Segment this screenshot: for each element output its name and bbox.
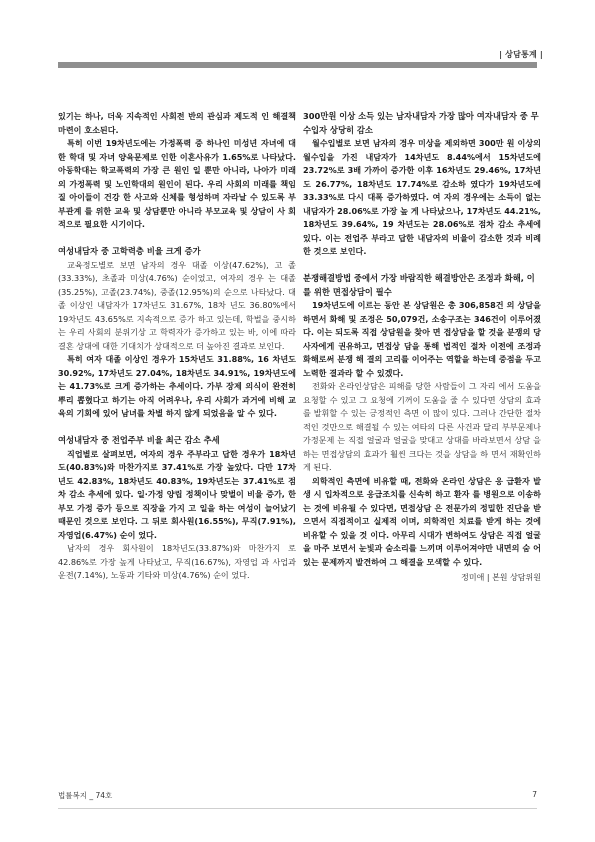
author-credit: 정미애 | 본원 상담위원 xyxy=(461,573,541,582)
section-label: | 상담통계 | xyxy=(499,50,543,59)
education-paragraph-1: 교육정도별로 보면 남자의 경우 대졸 이상(47.62%), 고 졸(33.33%), 초졸과 미상(4.76%) 순이었고, 여자의 경우 는 대졸(35.25%), 고졸(23.74%), 중졸(12.95%)의 순으로 나타났다. 대졸 이상인 내담자가 17차년도 31.67%, 18차 년도 36.80%에서 19차년도 43.65%로 지속적으로 증가 하고 있는데, 학벌을 중시하는 우리 사회의 분위기상 고 학력자가 증가하고 있는 바, 이에 따라 결혼 상대에 대한 기대치가 상대적으로 더 높아진 결과로 보인다. xyxy=(58,259,296,351)
intro-paragraph-1: 있기는 하나, 더욱 지속적인 사회전 반의 관심과 제도적 인 해결책 마련이 호소된다. xyxy=(58,111,296,135)
section-heading-resolution: 분쟁해결방법 중에서 가장 바람직한 해결방안은 조정과 화해, 이를 위한 면접상담이 필수 xyxy=(303,273,535,297)
occupation-paragraph-1: 직업별로 살펴보면, 여자의 경우 주부라고 답한 경우가 18차년도(40.83%)와 마찬가지로 37.41%로 가장 높았다. 다만 17차년도 42.83%, 18차년도 40.83%, 19차년도는 37.41%로 점차 감소 추세에 있다. 일·가정 양립 정책이나 맞벌이 비율 증가, 한부모 가정 증가 등으로 직장을 가지 고 일을 하는 여성이 늘어났기 때문인 것으로 보인다. 그 뒤로 회사원(16.55%), 무직(7.91%), 자영업(6.47%) 순이 었다. xyxy=(58,448,296,540)
footer-publication: 법률복지 _ 74호 xyxy=(58,791,113,800)
right-column xyxy=(303,110,541,585)
page-number: 7 xyxy=(532,790,537,799)
resolution-paragraph-3: 의학적인 측면에 비유할 때, 전화와 온라인 상담은 응 급환자 발생 시 입차적으로 응급조치를 신속히 하고 환자 를 병원으로 이송하는 것에 비유될 수 있다면, 면접상담 은 전문가의 정밀한 진단을 받으면서 직접적이고 실제적 이며, 의학적인 치료를 받게 하는 것에 비유할 수 있을 것 이다. 아무리 시대가 변하여도 상담은 직접 얼굴을 마주 보면서 눈빛과 숨소리를 느끼며 이루어져야만 내면의 숨 어있는 문제까지 발견하여 그 해결을 모색할 수 있다. xyxy=(303,475,541,567)
section-heading-income: 300만원 이상 소득 있는 남자내담자 가장 많아 여자내담자 중 무수입자 상당히 감소 xyxy=(303,111,539,135)
header-bar xyxy=(58,62,537,68)
left-column xyxy=(58,110,296,583)
income-paragraph-1: 월수입별로 보면 남자의 경우 미상을 제외하면 300만 원 이상의 월수입을 가진 내담자가 14차년도 8.44%에서 15차년도에 23.72%로 3배 가까이 증가한 이후 16차년도 29.46%, 17차년도 26.77%, 18차년도 17.74%로 감소하 였다가 19차년도에 33.33%로 다시 대폭 증가하였다. 여 자의 경우에는 소득이 없는 내담자가 28.06%로 가장 높 게 나타났으나, 17차년도 44.21%, 18차년도 39.64%, 19 차년도는 28.06%로 점차 감소 추세에 있다. 이는 전업주 부라고 답한 내담자의 비율이 감소한 것과 비례한 것으로 보인다. xyxy=(303,138,541,256)
education-paragraph-2: 특히 여자 대졸 이상인 경우가 15차년도 31.88%, 16 차년도 30.92%, 17차년도 27.04%, 18차년도 34.91%, 19차년도에는 41.73%로 크게 증가하는 추세이다. 가부 장제 의식이 완전히 뿌리 뽑혔다고 하기는 아직 어려우나, 우리 사회가 과거에 비해 교육의 기회에 있어 남녀를 차별 하지 않게 되었음을 알 수 있다. xyxy=(58,354,296,418)
section-heading-occupation: 여성내담자 중 전업주부 비율 최근 감소 추세 xyxy=(58,435,220,445)
occupation-paragraph-2: 남자의 경우 회사원이 18차년도(33.87%)와 마찬가지 로 42.86%로 가장 높게 나타났고, 무직(16.67%), 자영업 과 사업과 운전(7.14%), 노동과 기타와 미상(4.76%) 순이 었다. xyxy=(58,543,296,580)
footer-divider xyxy=(58,808,537,809)
section-heading-education: 여성내담자 중 고학력층 비율 크게 증가 xyxy=(58,246,201,256)
resolution-paragraph-2: 전화와 온라인상담은 피해를 당한 사람들이 그 자리 에서 도움을 요청할 수 있고 그 요청에 기꺼이 도움을 줄 수 있다면 상담의 효과를 발휘할 수 있는 긍정적인 측면 이 많이 있다. 그러나 간단한 절차적인 것만으로 해결될 수 있는 여타의 다른 사건과 달리 부부문제나 가정문제 는 직접 얼굴과 얼굴을 맞대고 상대를 바라보면서 상담 을 하는 면접상담의 효과가 훨씬 크다는 것을 상담을 하 면서 재확인하게 된다. xyxy=(303,381,541,472)
resolution-paragraph-1: 19차년도에 이르는 동안 본 상담원은 총 306,858건 의 상담을 하면서 화해 및 조정은 50,079건, 소송구조는 346건이 이루어졌다. 이는 되도록 직접 상담원을 찾아 면 접상담을 할 것을 분쟁의 당사자에게 권유하고, 면접상 담을 통해 법적인 절차 이전에 조정과 화해로써 분쟁 해 결의 고리를 이어주는 역할을 하는데 중점을 두고 노력한 결과라 할 수 있겠다. xyxy=(303,300,541,378)
intro-paragraph-2: 특히 이번 19차년도에는 가정폭력 중 하나인 미성년 자녀에 대한 학대 및 자녀 양육문제로 인한 이혼사유가 1.65%로 나타났다. 아동학대는 학교폭력의 가장 큰 원인 일 뿐만 아니라, 나아가 미래의 가정폭력 및 노인학대의 원인이 된다. 우리 사회의 미래를 책임질 아이들이 건강 한 사고와 신체를 형성하며 자라날 수 있도록 부부관계 를 위한 교육 및 상담뿐만 아니라 부모교육 및 상담이 사 회적으로 필요한 시기이다. xyxy=(58,138,296,229)
